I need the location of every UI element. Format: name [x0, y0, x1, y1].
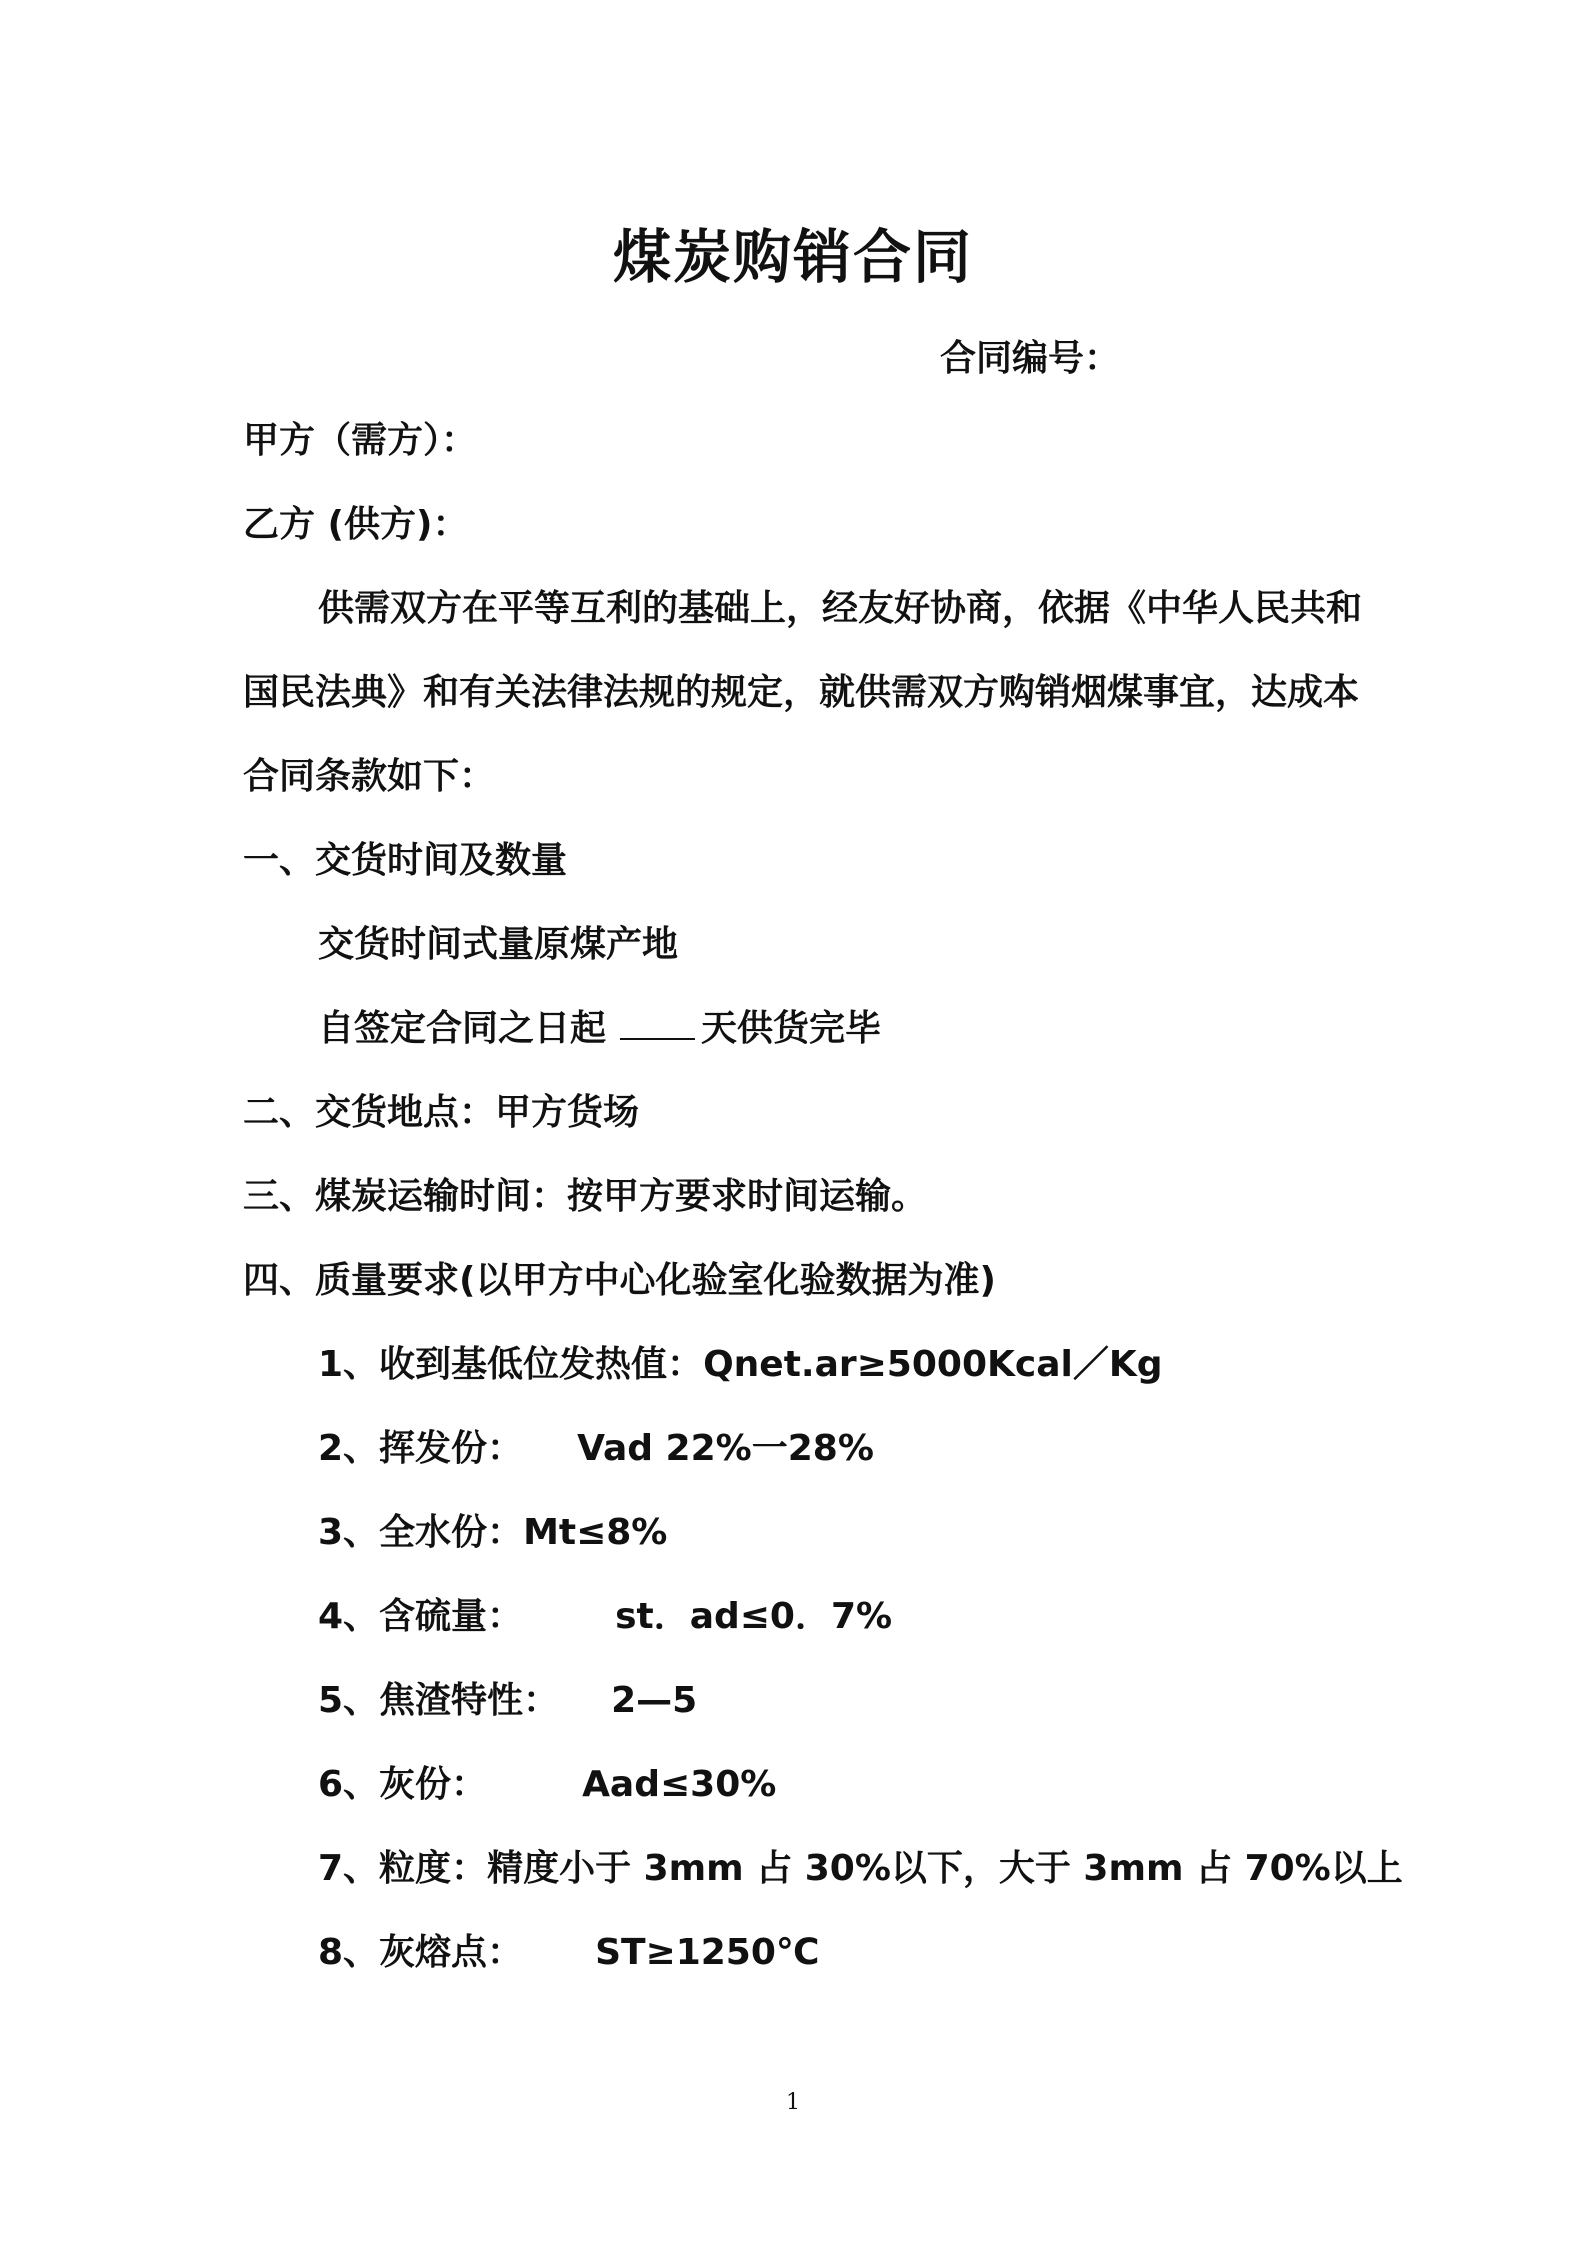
quality-item-value: 精度小于 3mm 占 30%以下，大于 3mm 占 70%以上: [487, 1848, 1403, 1889]
quality-item-label: 5、焦渣特性：: [318, 1680, 560, 1721]
quality-item-value: Mt≤8%: [523, 1512, 668, 1553]
section-2-delivery-location: 二、交货地点：甲方货场: [243, 1092, 640, 1133]
quality-item-label: 4、含硫量：: [318, 1596, 524, 1637]
document-title: 煤炭购销合同: [612, 223, 973, 291]
section-1-line-1: 交货时间式量原煤产地: [318, 924, 679, 965]
quality-item-label: 3、全水份：: [318, 1512, 524, 1553]
quality-item-label: 2、挥发份：: [318, 1428, 524, 1469]
quality-item-value: st．ad≤0．7%: [615, 1596, 893, 1637]
contract-number-label: 合同编号：: [940, 338, 1121, 379]
party-a-label: 甲方（需方）：: [243, 420, 478, 461]
page-number: 1: [786, 2090, 800, 2115]
quality-item: [318, 1672, 697, 1723]
quality-item: [318, 1588, 892, 1639]
quality-item-value: Vad 22%一28%: [577, 1428, 874, 1469]
quality-item: [318, 1756, 776, 1807]
intro-paragraph-line-1: 供需双方在平等互利的基础上，经友好协商，依据《中华人民共和: [318, 588, 1363, 629]
quality-item-value: ST≥1250℃: [595, 1932, 820, 1973]
section-3-transport-time: 三、煤炭运输时间：按甲方要求时间运输。: [243, 1176, 928, 1217]
quality-item-label: 8、灰熔点：: [318, 1932, 524, 1973]
quality-item-label: 6、灰份：: [318, 1764, 488, 1805]
quality-item: [318, 1336, 1163, 1387]
section-4-heading: 四、质量要求(以甲方中心化验室化验数据为准): [243, 1260, 996, 1301]
quality-item-label: 7、粒度：: [318, 1848, 488, 1889]
quality-item: [318, 1924, 820, 1975]
party-b-label: 乙方 (供方)：: [243, 504, 469, 545]
quality-item: [318, 1504, 667, 1555]
section-1-heading: 一、交货时间及数量: [243, 840, 568, 881]
intro-paragraph-line-2: 国民法典》和有关法律法规的规定，就供需双方购销烟煤事宜，达成本: [243, 672, 1360, 713]
quality-item-value: 2—5: [611, 1680, 698, 1721]
delivery-period-suffix: 天供货完毕: [701, 1008, 882, 1049]
delivery-days-blank: [620, 1004, 695, 1040]
quality-item: [318, 1420, 874, 1471]
quality-item: [318, 1840, 1403, 1891]
delivery-period-prefix: 自签定合同之日起: [318, 1008, 607, 1049]
section-1-line-2: [318, 1000, 881, 1051]
quality-item-value: Aad≤30%: [582, 1764, 777, 1805]
quality-item-label: 1、收到基低位发热值：: [318, 1344, 704, 1385]
intro-paragraph-line-3: 合同条款如下：: [243, 756, 496, 797]
quality-item-value: Qnet.ar≥5000Kcal／Kg: [703, 1344, 1163, 1385]
